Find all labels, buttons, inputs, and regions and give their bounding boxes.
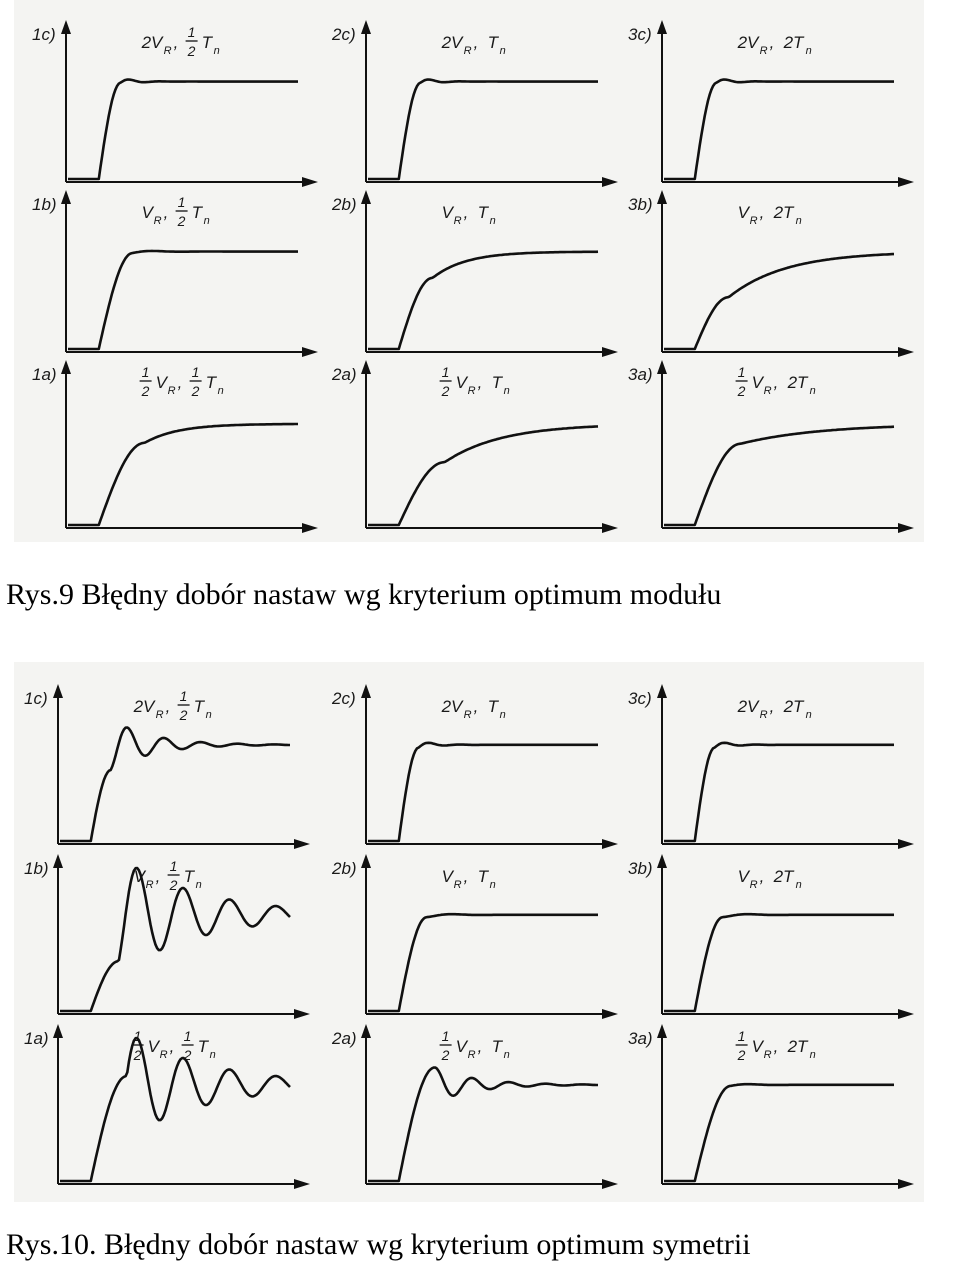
figure-9-caption: Rys.9 Błędny dobór nastaw wg kryterium optimum modułu: [6, 578, 722, 611]
panel-annotation: [442, 203, 496, 227]
svg-text:n: n: [503, 385, 510, 397]
svg-text:R: R: [145, 879, 154, 891]
svg-text:2T: 2T: [783, 697, 804, 716]
svg-text:2V: 2V: [737, 33, 759, 52]
panel-2b: [331, 854, 618, 1019]
step-response-curve: [368, 743, 598, 841]
step-response-curve: [368, 1068, 598, 1182]
panel-id-label: 1a): [24, 1029, 49, 1048]
svg-text:R: R: [167, 385, 176, 397]
panel-annotation: [141, 24, 220, 59]
svg-text:n: n: [503, 1049, 510, 1061]
panel-annotation: [738, 867, 802, 891]
x-axis-arrow: [898, 347, 914, 357]
svg-text:T: T: [477, 867, 488, 886]
svg-text:R: R: [463, 709, 472, 721]
y-axis-arrow: [53, 684, 63, 698]
x-axis-arrow: [602, 523, 618, 533]
svg-text:V: V: [441, 867, 453, 886]
panel-annotation: [440, 364, 510, 399]
svg-text:n: n: [805, 709, 812, 721]
figure-9-plot-grid: [14, 0, 924, 542]
svg-text:1: 1: [441, 1028, 450, 1044]
panel-3c: [628, 684, 914, 849]
panel-id-label: 2c): [332, 25, 356, 44]
y-axis-arrow: [657, 360, 667, 374]
svg-text:,: ,: [155, 867, 161, 886]
step-response-curve: [664, 1084, 894, 1181]
x-axis-arrow: [302, 523, 318, 533]
svg-text:,: ,: [463, 867, 469, 886]
svg-text:n: n: [203, 215, 210, 227]
x-axis-arrow: [602, 347, 618, 357]
panel-1b: [24, 854, 310, 1019]
step-response-curve: [368, 252, 598, 349]
panel-2c: [331, 684, 618, 849]
svg-text:1: 1: [187, 24, 196, 40]
svg-text:n: n: [489, 215, 496, 227]
svg-text:T: T: [487, 697, 498, 716]
svg-text:n: n: [795, 879, 802, 891]
svg-text:T: T: [183, 867, 194, 886]
panel-1a: [24, 1024, 310, 1189]
x-axis-arrow: [602, 177, 618, 187]
svg-text:1: 1: [191, 364, 200, 380]
svg-text:,: ,: [169, 1037, 175, 1056]
svg-text:,: ,: [759, 867, 765, 886]
panel-id-label: 3b): [628, 195, 653, 214]
y-axis-arrow: [657, 854, 667, 868]
panel-annotation: [738, 203, 802, 227]
panel-annotation: [133, 688, 212, 723]
svg-text:1: 1: [441, 364, 450, 380]
svg-text:T: T: [205, 373, 216, 392]
svg-text:R: R: [453, 215, 462, 227]
svg-text:,: ,: [177, 373, 183, 392]
figure-10-plot-grid: [14, 662, 924, 1202]
y-axis-arrow: [361, 854, 371, 868]
svg-text:2: 2: [133, 1047, 142, 1063]
panel-id-label: 1c): [32, 25, 56, 44]
y-axis-arrow: [61, 360, 71, 374]
figure-9-step-responses: [14, 0, 924, 542]
y-axis-arrow: [657, 684, 667, 698]
svg-text:1: 1: [169, 858, 178, 874]
svg-text:2: 2: [737, 1047, 746, 1063]
panel-id-label: 2c): [332, 689, 356, 708]
svg-text:R: R: [453, 879, 462, 891]
panel-2c: [331, 20, 618, 187]
x-axis-arrow: [602, 1179, 618, 1189]
svg-text:V: V: [441, 203, 453, 222]
svg-text:n: n: [499, 709, 506, 721]
y-axis-arrow: [657, 1024, 667, 1038]
svg-text:2T: 2T: [773, 867, 794, 886]
svg-text:R: R: [163, 45, 172, 57]
svg-text:2: 2: [177, 213, 186, 229]
svg-text:2: 2: [183, 1047, 192, 1063]
step-response-curve: [664, 254, 894, 349]
svg-text:R: R: [749, 879, 758, 891]
panel-2a: [331, 360, 618, 533]
figure-10-step-responses: [14, 662, 924, 1202]
svg-text:2V: 2V: [737, 697, 759, 716]
panel-annotation: [737, 697, 812, 721]
svg-text:n: n: [217, 385, 224, 397]
svg-text:R: R: [763, 1049, 772, 1061]
svg-text:R: R: [155, 709, 164, 721]
svg-text:2T: 2T: [787, 373, 808, 392]
y-axis-arrow: [657, 190, 667, 204]
panel-annotation: [142, 194, 210, 229]
x-axis-arrow: [294, 1179, 310, 1189]
panel-1c: [24, 684, 310, 849]
y-axis-arrow: [53, 854, 63, 868]
x-axis-arrow: [602, 1009, 618, 1019]
svg-text:V: V: [455, 1037, 467, 1056]
svg-text:V: V: [147, 1037, 159, 1056]
svg-text:2: 2: [179, 707, 188, 723]
svg-text:R: R: [759, 45, 768, 57]
svg-text:T: T: [201, 33, 212, 52]
y-axis-arrow: [53, 1024, 63, 1038]
svg-text:,: ,: [473, 33, 479, 52]
svg-text:T: T: [477, 203, 488, 222]
svg-text:1: 1: [177, 194, 186, 210]
panel-annotation: [737, 33, 812, 57]
panel-id-label: 1b): [32, 195, 57, 214]
svg-text:2T: 2T: [773, 203, 794, 222]
svg-text:V: V: [455, 373, 467, 392]
step-response-curve: [68, 80, 298, 180]
svg-text:T: T: [487, 33, 498, 52]
svg-text:n: n: [805, 45, 812, 57]
panel-3b: [628, 854, 914, 1019]
svg-text:2: 2: [737, 383, 746, 399]
step-response-curve: [60, 1038, 290, 1181]
y-axis-arrow: [61, 20, 71, 34]
svg-text:,: ,: [463, 203, 469, 222]
panel-annotation: [441, 33, 506, 57]
svg-text:,: ,: [173, 33, 179, 52]
panel-annotation: [441, 697, 506, 721]
svg-text:T: T: [491, 1037, 502, 1056]
svg-text:,: ,: [759, 203, 765, 222]
svg-text:R: R: [159, 1049, 168, 1061]
svg-text:2: 2: [441, 1047, 450, 1063]
x-axis-arrow: [898, 1009, 914, 1019]
panel-1a: [32, 360, 318, 533]
svg-text:R: R: [763, 385, 772, 397]
panel-id-label: 3b): [628, 859, 653, 878]
panel-annotation: [736, 1028, 816, 1063]
x-axis-arrow: [302, 347, 318, 357]
svg-text:V: V: [737, 203, 749, 222]
svg-text:R: R: [759, 709, 768, 721]
panel-id-label: 3c): [628, 689, 652, 708]
panel-2a: [331, 1024, 618, 1189]
panel-3a: [628, 360, 914, 533]
x-axis-arrow: [898, 177, 914, 187]
svg-text:2: 2: [191, 383, 200, 399]
step-response-curve: [368, 80, 598, 180]
svg-text:R: R: [749, 215, 758, 227]
panel-annotation: [440, 1028, 510, 1063]
panel-id-label: 3c): [628, 25, 652, 44]
y-axis-arrow: [361, 684, 371, 698]
svg-text:V: V: [751, 1037, 763, 1056]
svg-text:2V: 2V: [441, 33, 463, 52]
panel-id-label: 2b): [332, 195, 357, 214]
svg-text:2: 2: [441, 383, 450, 399]
svg-text:,: ,: [165, 697, 171, 716]
x-axis-arrow: [898, 839, 914, 849]
figure-10-caption: Rys.10. Błędny dobór nastaw wg kryterium optimum symetrii: [6, 1228, 751, 1261]
panel-annotation: [140, 364, 224, 399]
svg-text:n: n: [489, 879, 496, 891]
panel-id-label: 3a): [628, 1029, 653, 1048]
svg-text:n: n: [809, 1049, 816, 1061]
step-response-curve: [664, 427, 894, 525]
svg-text:n: n: [205, 709, 212, 721]
svg-text:n: n: [499, 45, 506, 57]
svg-text:2V: 2V: [441, 697, 463, 716]
x-axis-arrow: [898, 523, 914, 533]
panel-id-label: 3a): [628, 365, 653, 384]
svg-text:1: 1: [183, 1028, 192, 1044]
svg-text:,: ,: [773, 1037, 779, 1056]
step-response-curve: [60, 728, 290, 842]
svg-text:2: 2: [141, 383, 150, 399]
panel-id-label: 2a): [332, 365, 357, 384]
svg-text:V: V: [737, 867, 749, 886]
svg-text:V: V: [751, 373, 763, 392]
panel-3c: [628, 20, 914, 187]
svg-text:2V: 2V: [141, 33, 163, 52]
step-response-curve: [664, 80, 894, 180]
svg-text:V: V: [133, 867, 145, 886]
svg-text:n: n: [795, 215, 802, 227]
svg-text:n: n: [809, 385, 816, 397]
svg-text:,: ,: [477, 1037, 483, 1056]
step-response-curve: [664, 743, 894, 841]
svg-text:R: R: [463, 45, 472, 57]
panel-1c: [32, 20, 318, 187]
panel-annotation: [736, 364, 816, 399]
step-response-curve: [68, 424, 298, 525]
panel-id-label: 2b): [332, 859, 357, 878]
svg-text:T: T: [491, 373, 502, 392]
panel-1b: [32, 190, 318, 357]
step-response-curve: [368, 426, 598, 525]
svg-text:T: T: [191, 203, 202, 222]
y-axis-arrow: [657, 20, 667, 34]
svg-text:2V: 2V: [133, 697, 155, 716]
svg-text:1: 1: [737, 1028, 746, 1044]
svg-text:,: ,: [477, 373, 483, 392]
svg-text:1: 1: [179, 688, 188, 704]
panel-id-label: 1b): [24, 859, 49, 878]
panel-id-label: 1c): [24, 689, 48, 708]
y-axis-arrow: [361, 360, 371, 374]
svg-text:,: ,: [769, 697, 775, 716]
svg-text:V: V: [141, 203, 153, 222]
x-axis-arrow: [294, 839, 310, 849]
x-axis-arrow: [302, 177, 318, 187]
y-axis-arrow: [61, 190, 71, 204]
svg-text:1: 1: [133, 1028, 142, 1044]
svg-text:1: 1: [737, 364, 746, 380]
svg-text:n: n: [213, 45, 220, 57]
svg-text:T: T: [193, 697, 204, 716]
panel-annotation: [442, 867, 496, 891]
x-axis-arrow: [294, 1009, 310, 1019]
svg-text:2T: 2T: [787, 1037, 808, 1056]
panel-id-label: 1a): [32, 365, 57, 384]
svg-text:,: ,: [163, 203, 169, 222]
svg-text:,: ,: [473, 697, 479, 716]
panel-id-label: 2a): [332, 1029, 357, 1048]
svg-text:,: ,: [773, 373, 779, 392]
svg-text:V: V: [155, 373, 167, 392]
step-response-curve: [68, 251, 298, 349]
svg-text:,: ,: [769, 33, 775, 52]
panel-2b: [331, 190, 618, 357]
x-axis-arrow: [898, 1179, 914, 1189]
svg-text:2: 2: [169, 877, 178, 893]
svg-text:T: T: [197, 1037, 208, 1056]
svg-text:R: R: [467, 1049, 476, 1061]
svg-text:R: R: [467, 385, 476, 397]
panel-3a: [628, 1024, 914, 1189]
svg-text:R: R: [153, 215, 162, 227]
svg-text:2T: 2T: [783, 33, 804, 52]
svg-text:2: 2: [187, 43, 196, 59]
panel-3b: [628, 190, 914, 357]
x-axis-arrow: [602, 839, 618, 849]
svg-text:n: n: [209, 1049, 216, 1061]
y-axis-arrow: [361, 1024, 371, 1038]
svg-text:n: n: [195, 879, 202, 891]
svg-text:1: 1: [141, 364, 150, 380]
step-response-curve: [368, 914, 598, 1011]
step-response-curve: [664, 914, 894, 1011]
y-axis-arrow: [361, 190, 371, 204]
y-axis-arrow: [361, 20, 371, 34]
